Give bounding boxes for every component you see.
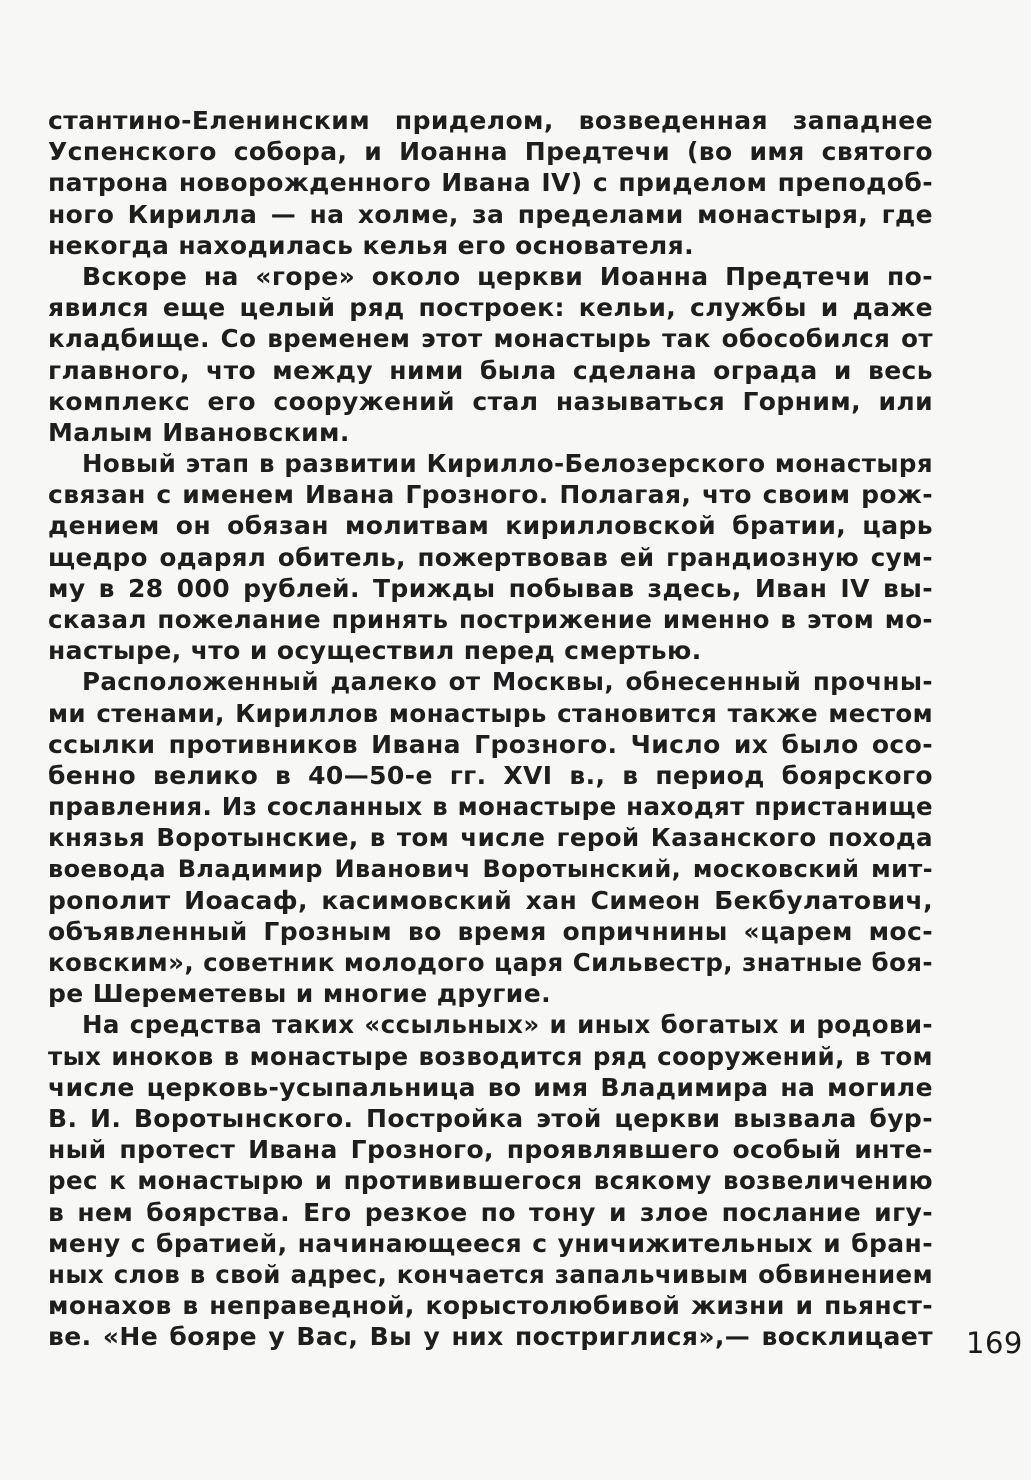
text-line: сказал пожелание принять пострижение именно в этом мо- <box>48 605 933 634</box>
text-line: рополит Иоасаф, касимовский хан Симеон Бекбулатович, <box>48 885 933 915</box>
text-line: ного Кирилла — на холме, за пределами монастыря, где <box>48 199 933 229</box>
text-line: связан с именем Ивана Грозного. Полагая, что своим рож- <box>48 480 933 510</box>
text-line: В. И. Воротынского. Постройка этой церкви вызвала бур- <box>48 1104 933 1133</box>
text-line: бенно велико в 40—50-е гг. XVI в., в период боярского <box>48 760 933 790</box>
text-line: некогда находилась келья его основателя. <box>48 230 694 260</box>
text-line: комплекс его сооружений стал называться Горним, или <box>48 386 933 416</box>
text-line: Расположенный далеко от Москвы, обнесенный прочны- <box>82 667 933 697</box>
text-line: настыре, что и осуществил перед смертью. <box>48 636 702 666</box>
text-line: ссылки противников Ивана Грозного. Число их было осо- <box>48 729 933 759</box>
text-line: монахов в неправедной, корыстолюбивой жизни и пьянст- <box>48 1291 933 1321</box>
text-line: Успенского собора, и Иоанна Предтечи (во имя святого <box>48 137 933 167</box>
body-text <box>48 105 933 1353</box>
text-line: тых иноков в монастыре возводится ряд сооружений, в том <box>48 1041 933 1071</box>
text-line: ковским», советник молодого царя Сильвестр, знатные боя- <box>48 948 933 978</box>
text-line: На средства таких «ссыльных» и иных богатых и родови- <box>82 1010 933 1040</box>
text-line: кладбище. Со временем этот монастырь так обособился от <box>48 324 933 354</box>
text-line: правления. Из сосланных в монастыре находят пристанище <box>48 792 933 822</box>
text-line: Малым Ивановским. <box>48 417 350 447</box>
text-line: Вскоре на «горе» около церкви Иоанна Предтечи по- <box>82 261 933 291</box>
text-line: ный протест Ивана Грозного, проявлявшего особый инте- <box>48 1135 933 1165</box>
text-line: князья Воротынские, в том числе герой Казанского похода <box>48 823 933 853</box>
text-line: дением он обязан молитвам кирилловской братии, царь <box>48 511 933 541</box>
text-line: воевода Владимир Иванович Воротынский, московский мит- <box>48 854 933 883</box>
text-line: стантино-Еленинским приделом, возведенная западнее <box>48 106 933 135</box>
text-line: ве. «Не бояре у Вас, Вы у них постриглися»,— восклицает <box>48 1322 933 1352</box>
page-number: 169 <box>966 1326 1023 1360</box>
text-line: Новый этап в развитии Кирилло-Белозерского монастыря <box>82 449 933 479</box>
text-line: ми стенами, Кириллов монастырь становится также местом <box>48 698 933 728</box>
text-line: патрона новорожденного Ивана IV) с приделом преподоб- <box>48 168 933 198</box>
text-line: явился еще целый ряд построек: кельи, службы и даже <box>48 293 933 323</box>
text-line: в нем боярства. Его резкое по тону и злое послание игу- <box>48 1197 933 1227</box>
text-line: рес к монастырю и противившегося всякому возвеличению <box>48 1166 933 1196</box>
text-line: объявленный Грозным во время опричнины «царем мос- <box>48 916 933 946</box>
text-line: числе церковь-усыпальница во имя Владимира на могиле <box>48 1072 933 1102</box>
text-line: ных слов в свой адрес, кончается запальчивым обвинением <box>48 1259 933 1289</box>
text-line: му в 28 000 рублей. Трижды побывав здесь, Иван IV вы- <box>48 573 933 603</box>
text-line: мену с братией, начинающееся с уничижительных и бран- <box>48 1228 933 1258</box>
text-line: главного, что между ними была сделана ограда и весь <box>48 355 933 385</box>
text-line: щедро одарял обитель, пожертвовав ей грандиозную сум- <box>48 542 933 572</box>
text-line: ре Шереметевы и многие другие. <box>48 979 551 1009</box>
